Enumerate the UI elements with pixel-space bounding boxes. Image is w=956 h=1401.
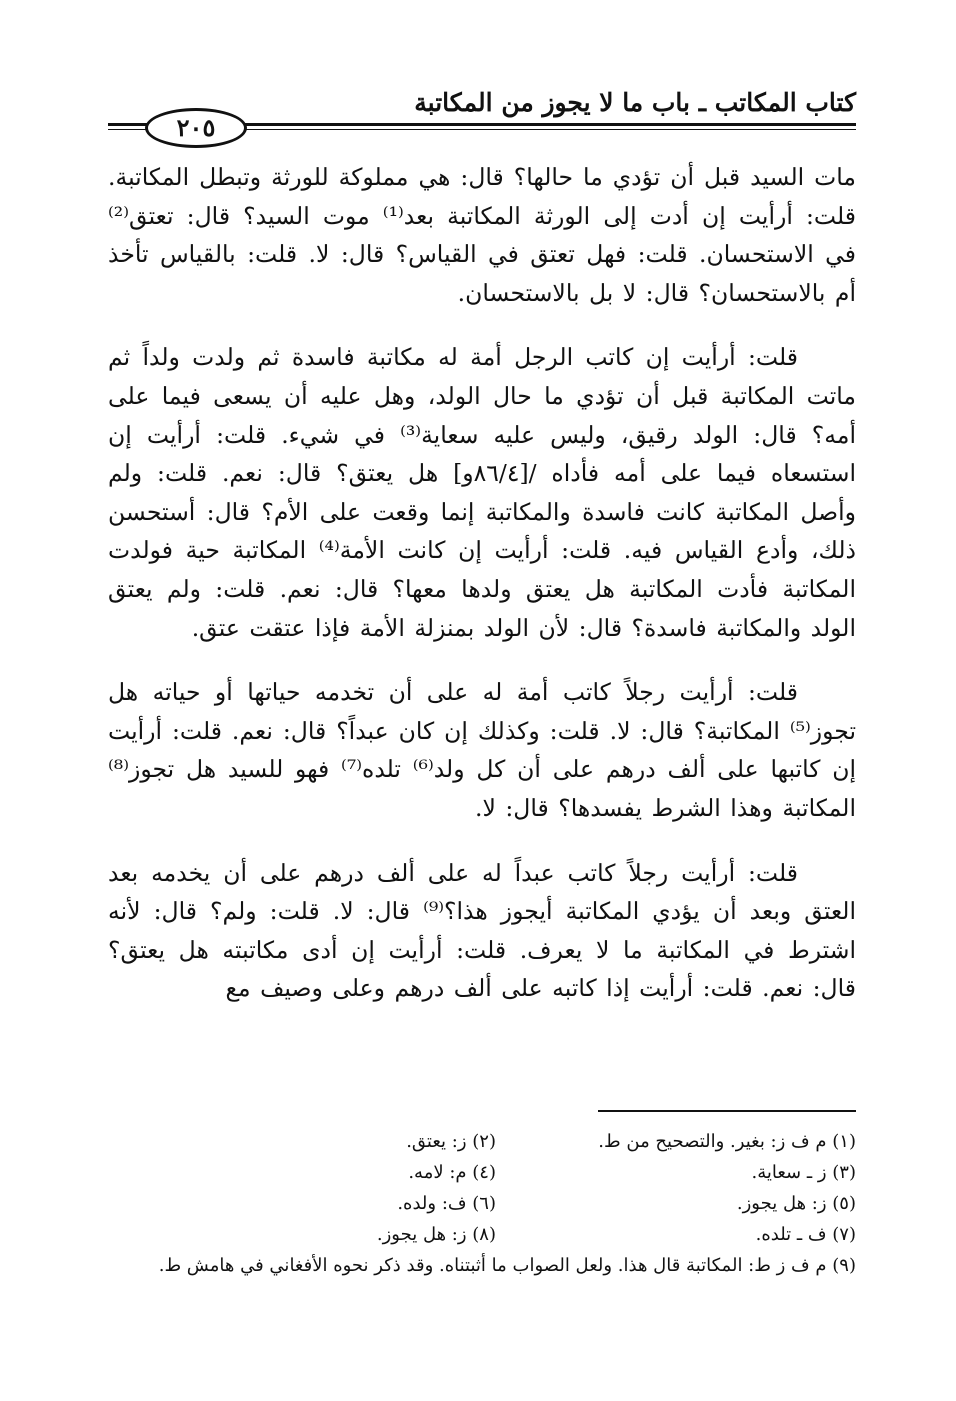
footnote-9: (٩) م ف ز ط: المكاتبة قال هذا. ولعل الصواب ما أثبتناه. وقد ذكر نحوه الأفغاني في هامش ط.	[158, 1255, 856, 1276]
paragraph-3: قلت: أرأيت رجلاً كاتب أمة له على أن تخدمه حياتها أو حياته هل تجوز⁽⁵⁾ المكاتبة؟ قال: لا. قلت: وكذلك إن كان عبداً؟ قال: نعم. قلت: أرأيت إن كاتبها على ألف درهم على أن كل ولد⁽⁶⁾ تلده⁽⁷⁾ فهو للسيد هل تجوز⁽⁸⁾ المكاتبة وهذا الشرط يفسدها؟ قال: لا.	[108, 678, 856, 822]
footnote-separator	[598, 1110, 856, 1112]
footnotes	[108, 1126, 856, 1281]
page-number: ٢٠٥	[145, 108, 247, 148]
paragraph-2: قلت: أرأيت إن كاتب الرجل أمة له مكاتبة فاسدة ثم ولدت ولداً ثم ماتت المكاتبة قبل أن تؤدي ما حال الولد، وهل عليه أن يسعى فيما على أمه؟ قال: الولد رقيق، وليس عليه سعاية⁽³⁾ في شيء. قلت: أرأيت إن استسعاه فيما على أمه فأداه /[٨٦/٤و] هل يعتق؟ قال: نعم. قلت: ولم وأصل المكاتبة كانت فاسدة والمكاتبة إنما وقعت على الأم؟ قال: أستحسن ذلك، وأدع القياس فيه. قلت: أرأيت إن كانت الأمة⁽⁴⁾ المكاتبة حية فولدت المكاتبة فأدت المكاتبة هل يعتق ولدها معها؟ قال: نعم. قلت: ولم يعتق الولد والمكاتبة فاسدة؟ قال: لأن الولد بمنزلة الأمة فإذا عتقت عتق.	[108, 343, 856, 642]
paragraph-1: مات السيد قبل أن تؤدي ما حالها؟ قال: هي مملوكة للورثة وتبطل المكاتبة. قلت: أرأيت إن أدت إلى الورثة المكاتبة بعد⁽¹⁾ موت السيد؟ قال: تعتق⁽²⁾ في الاستحسان. قلت: فهل تعتق في القياس؟ قال: لا. قلت: بالقياس تأخذ أم بالاستحسان؟ قال: لا بل بالاستحسان.	[108, 163, 857, 307]
main-text	[108, 158, 856, 1034]
footnote-2: (٢) ز: يعتق.	[406, 1131, 496, 1152]
paragraph-4: قلت: أرأيت رجلاً كاتب عبداً له على ألف درهم على أن يخدمه بعد العتق وبعد أن يؤدي المكاتبة أيجوز هذا؟⁽⁹⁾ قال: لا. قلت: ولم؟ قال: لأنه اشترط في المكاتبة ما لا يعرف. قلت: أرأيت إن أدى مكاتبته هل يعتق؟ قال: نعم. قلت: أرأيت إذا كاتبه على ألف درهم وعلى وصيف مع	[108, 858, 856, 1003]
footnote-3: (٣) ز ـ سعاية.	[751, 1162, 856, 1183]
footnote-7: (٧) ف ـ تلده.	[755, 1224, 856, 1245]
footnote-6: (٦) ف: ولده.	[397, 1193, 496, 1214]
footnote-grid	[108, 1126, 856, 1250]
footnote-5: (٥) ز: هل يجوز.	[736, 1193, 856, 1214]
footnote-8: (٨) ز: هل يجوز.	[376, 1224, 496, 1245]
footnote-1: (١) م ف ز: بغير. والتصحيح من ط.	[598, 1131, 856, 1152]
running-header-title: كتاب المكاتب ـ باب ما لا يجوز من المكاتبة	[414, 88, 856, 117]
footnote-4: (٤) م: لامه.	[408, 1162, 496, 1183]
